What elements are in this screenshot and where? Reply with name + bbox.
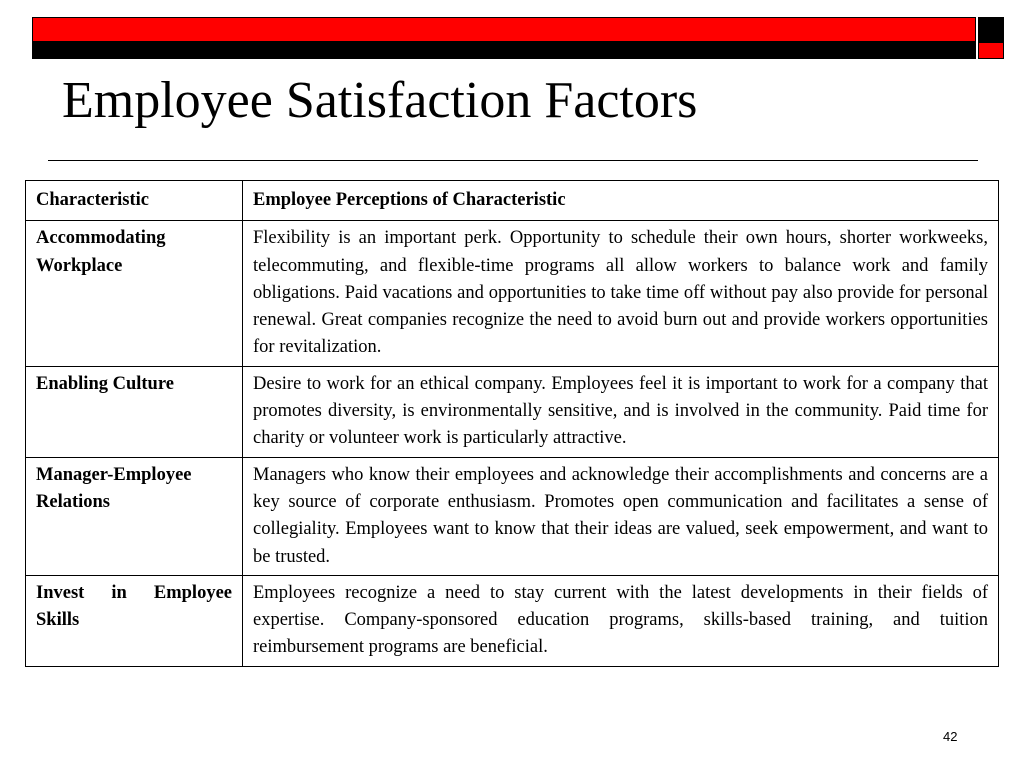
header-black-square (978, 17, 1004, 42)
perception-cell: Managers who know their employees and acknowledge their accomplishments and concerns are a key source of corporate enthusiasm. Promotes open communication and facilitates a sense of collegiality. Employees want to know that their ideas are valued, seek empowerment, and want to be trusted. (243, 457, 999, 575)
characteristic-cell: Invest in Employee Skills (26, 575, 243, 666)
perception-cell: Desire to work for an ethical company. Employees feel it is important to work for a company that promotes diversity, is environmentally sensitive, and is involved in the community. Paid time for charity or volunteer work is particularly attractive. (243, 366, 999, 457)
perception-cell: Flexibility is an important perk. Opportunity to schedule their own hours, shorter workweeks, telecommuting, and flexible-time programs all allow workers to balance work and family obligations. Paid vacations and opportunities to take time off without pay also provide for personal renewal. Great companies recognize the need to avoid burn out and provide workers opportunities for revitalization. (243, 221, 999, 366)
table-row (26, 221, 999, 366)
header-black-bar (32, 42, 976, 59)
column-header-perceptions: Employee Perceptions of Characteristic (243, 181, 999, 221)
characteristic-cell: Accommodating Workplace (26, 221, 243, 366)
page-number: 42 (943, 729, 958, 744)
slide-title: Employee Satisfaction Factors (62, 72, 698, 129)
characteristic-cell: Manager-Employee Relations (26, 457, 243, 575)
perception-cell: Employees recognize a need to stay current with the latest developments in their fields of expertise. Company-sponsored education programs, skills-based training, and tuition reimbursement programs are beneficial. (243, 575, 999, 666)
column-header-characteristic: Characteristic (26, 181, 243, 221)
table-row (26, 575, 999, 666)
characteristic-cell: Enabling Culture (26, 366, 243, 457)
header-red-bar (32, 17, 976, 42)
header-red-square (978, 42, 1004, 59)
table-header-row (26, 181, 999, 221)
table-row (26, 457, 999, 575)
satisfaction-factors-table (25, 180, 999, 667)
title-divider (48, 160, 978, 161)
table-row (26, 366, 999, 457)
